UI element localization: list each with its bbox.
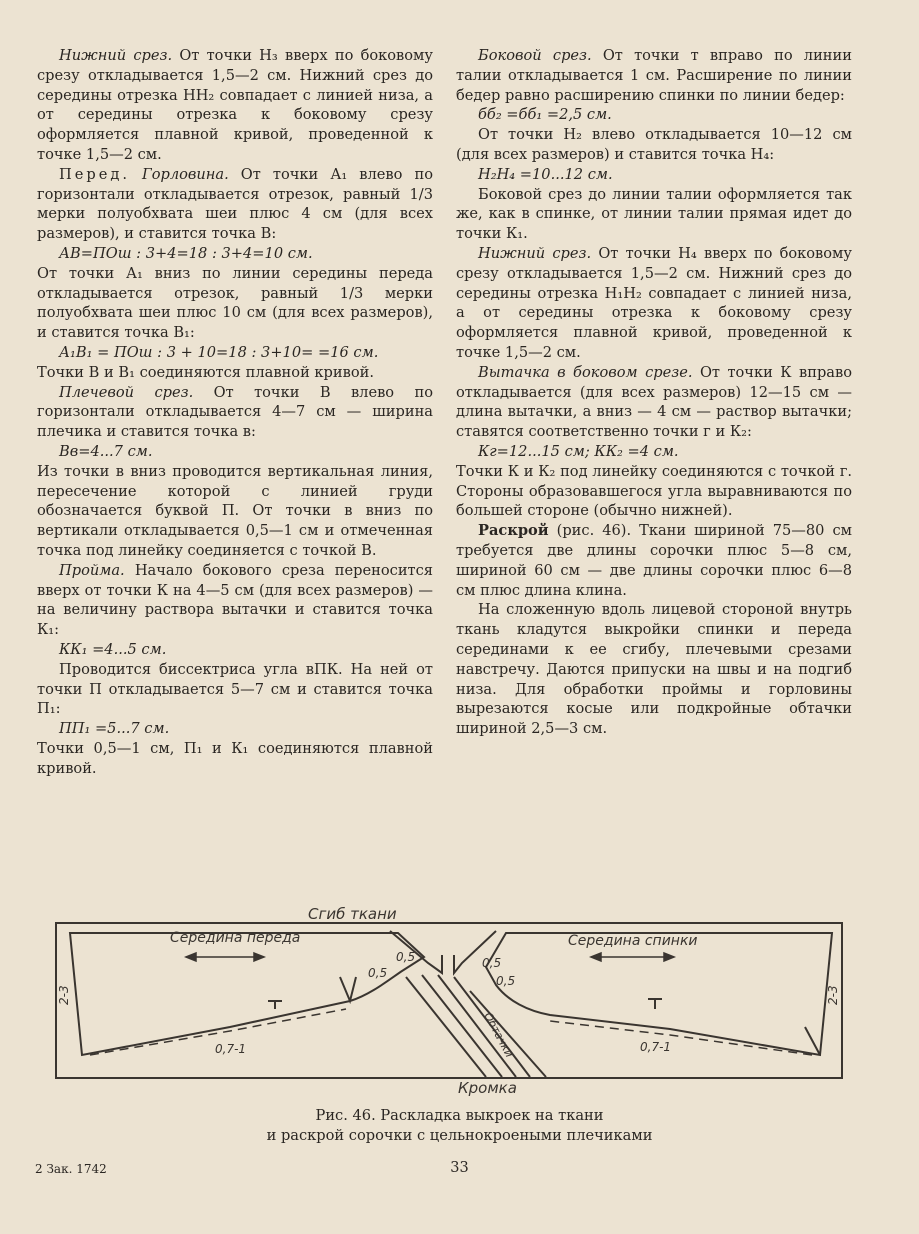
- formula: Вв=4...7 см.: [59, 442, 153, 460]
- hem-allowance-back: [550, 1021, 812, 1055]
- label-selvage: Кромка: [458, 1079, 517, 1097]
- section-heading: Боковой срез.: [478, 47, 592, 64]
- left-column: [37, 46, 433, 778]
- paragraph: Точки 0,5—1 см, П₁ и К₁ соединяются плавной кривой.: [37, 739, 433, 777]
- fabric-outline: [56, 923, 842, 1078]
- formula: АВ=ПОш : 3+4=18 : 3+4=10 см.: [59, 244, 313, 262]
- bias-strip: [470, 991, 546, 1077]
- paragraph-text: От точки К вправо откладывается (для всех размеров) 12—15 см — длина вытачки, а вниз — 4 см — раствор вытачки; ставятся соответственно точки г и К₂:: [456, 363, 853, 441]
- formula: КК₁ =4...5 см.: [59, 640, 167, 658]
- paragraph: Точки В и В₁ соединяются плавной кривой.: [37, 363, 374, 381]
- layout-figure: [50, 905, 860, 1100]
- label-05: 0,5: [368, 966, 388, 980]
- arrow-head-icon: [664, 953, 674, 961]
- section-heading: Пройма.: [59, 561, 125, 579]
- paragraph-text: От точки Н₃ вверх по боковому срезу откладывается 1,5—2 см. Нижний срез до середины отрезка НН₂ совпадает с линией низа, а от середины отрезка к боковому срезу оформляется плавной кривой, проведенной к точке 1,5—2 см.: [37, 47, 433, 163]
- paragraph-text: (рис. 46). Ткани шириной 75—80 см требуется две длины сорочки плюс 5—8 см, шириной 60 см — две длины сорочки плюс 6—8 см плюс длина клина.: [456, 522, 852, 599]
- front-notch: [340, 977, 356, 1001]
- label-2-3-right: 2-3: [826, 985, 840, 1005]
- paragraph: От точки А₁ вниз по линии середины переда откладывается отрезок, равный 1/3 мерки полуобхвата шеи плюс 10 см (для всех размеров), и ставится точка В₁:: [37, 264, 433, 342]
- bias-strip: [438, 975, 516, 1077]
- bias-strip: [406, 977, 486, 1077]
- paragraph: Точки К и К₂ под линейку соединяются с точкой г. Стороны образовавшегося угла выравниваются по большей стороне (обычно нижней).: [456, 462, 852, 520]
- paragraph: [456, 363, 852, 442]
- paragraph: [37, 165, 433, 244]
- paragraph: От точки Н₂ влево откладывается 10—12 см (для всех размеров) и ставится точка Н₄:: [456, 126, 852, 163]
- section-heading: Плечевой срез.: [59, 383, 194, 401]
- formula: А₁В₁ = ПОш : 3 + 10=18 : 3+10= =16 см.: [59, 343, 379, 361]
- caption-line: Рис. 46. Раскладка выкроек на ткани: [315, 1107, 604, 1124]
- label-facing: Обтачки: [481, 1010, 516, 1060]
- paragraph: [456, 521, 852, 600]
- section-heading: Горловина.: [142, 165, 229, 183]
- paragraph: Из точки в вниз проводится вертикальная линия, пересечение которой с линией груди обозначается буквой П. От точки в вниз по вертикали откладывается 0,5—1 см и отмеченная точка под линейку соединяется с точкой В.: [37, 462, 433, 559]
- arrow-head-icon: [254, 953, 264, 961]
- section-heading: Раскрой: [478, 522, 549, 540]
- arrow-head-icon: [591, 953, 601, 961]
- section-heading: Нижний срез.: [478, 244, 592, 262]
- section-heading: Вытачка в боковом срезе.: [478, 363, 693, 381]
- back-pattern: [486, 933, 832, 1055]
- side-edge: [805, 1027, 820, 1055]
- formula: ПП₁ =5...7 см.: [59, 720, 170, 738]
- page-number: 33: [450, 1160, 469, 1176]
- paragraph-text: От точки В влево по горизонтали откладывается 4—7 см — ширина плечика и ставится точка в:: [37, 383, 433, 441]
- paragraph-text: От точки Н₄ вверх по боковому срезу откладывается 1,5—2 см. Нижний срез до середины отрезка Н₁Н₂ совпадает с линией низа, а от середины отрезка к боковому срезу оформляется плавной кривой, проведенной к точке 1,5—2 см.: [456, 244, 852, 361]
- paragraph-text: Начало бокового среза переносится вверх от точки К на 4—5 см (для всех размеров) — на величину раствора вытачки и ставится точка К₁:: [37, 561, 433, 639]
- formula: бб₂ =бб₁ =2,5 см.: [478, 106, 612, 124]
- figure-caption: [0, 1106, 919, 1146]
- label-fold: Сгиб ткани: [308, 905, 397, 923]
- printer-mark: 2 Зак. 1742: [35, 1162, 107, 1176]
- paragraph: [37, 561, 433, 640]
- section-heading: Нижний срез.: [59, 47, 173, 64]
- right-column: [456, 46, 852, 739]
- paragraph: На сложенную вдоль лицевой стороной внутрь ткань кладутся выкройки спинки и переда серединами к ее сгибу, плечевыми срезами навстречу. Даются припуски на швы и на подгиб низа. Для обработки проймы и горловины вырезаются косые или подкройные обтачки шириной 2,5—3 см.: [456, 601, 852, 738]
- label-front: Середина переда: [170, 930, 301, 946]
- paragraph: Проводится биссектриса угла вПК. На ней от точки П откладывается 5—7 см и ставится точка П₁:: [37, 660, 433, 718]
- paragraph: [37, 383, 433, 442]
- caption-line: и раскрой сорочки с цельнокроеными плечиками: [266, 1127, 653, 1144]
- label-05: 0,5: [496, 974, 516, 988]
- label-07-left: 0,7-1: [215, 1042, 247, 1056]
- arrow-head-icon: [186, 953, 196, 961]
- paragraph-text: От точки А₁ влево по горизонтали откладывается отрезок, равный 1/3 мерки полуобхвата шеи плюс 4 см (для всех размеров), и ставится точка В:: [37, 165, 433, 243]
- paragraph-text: От точки т вправо по линии талии откладывается 1 см. Расширение по линии бедер равно расширению спинки по линии бедер:: [456, 47, 852, 104]
- label-05: 0,5: [396, 950, 416, 964]
- label-05: 0,5: [482, 956, 502, 970]
- waist-mark: [648, 999, 662, 1009]
- waist-mark: [268, 1001, 282, 1009]
- label-back: Середина спинки: [568, 933, 698, 949]
- paragraph: [456, 46, 852, 105]
- label-2-3-left: 2-3: [57, 985, 71, 1005]
- paragraph: Боковой срез до линии талии оформляется так же, как в спинке, от линии талии прямая идет до точки К₁.: [456, 185, 852, 243]
- section-title: Перед.: [59, 165, 130, 183]
- paragraph: [456, 244, 852, 363]
- label-07-right: 0,7-1: [640, 1040, 672, 1054]
- formula: Кг=12...15 см; КК₂ =4 см.: [478, 442, 679, 460]
- formula: Н₂Н₄ =10...12 см.: [478, 165, 613, 183]
- front-pattern: [70, 933, 424, 1055]
- paragraph: [37, 46, 433, 165]
